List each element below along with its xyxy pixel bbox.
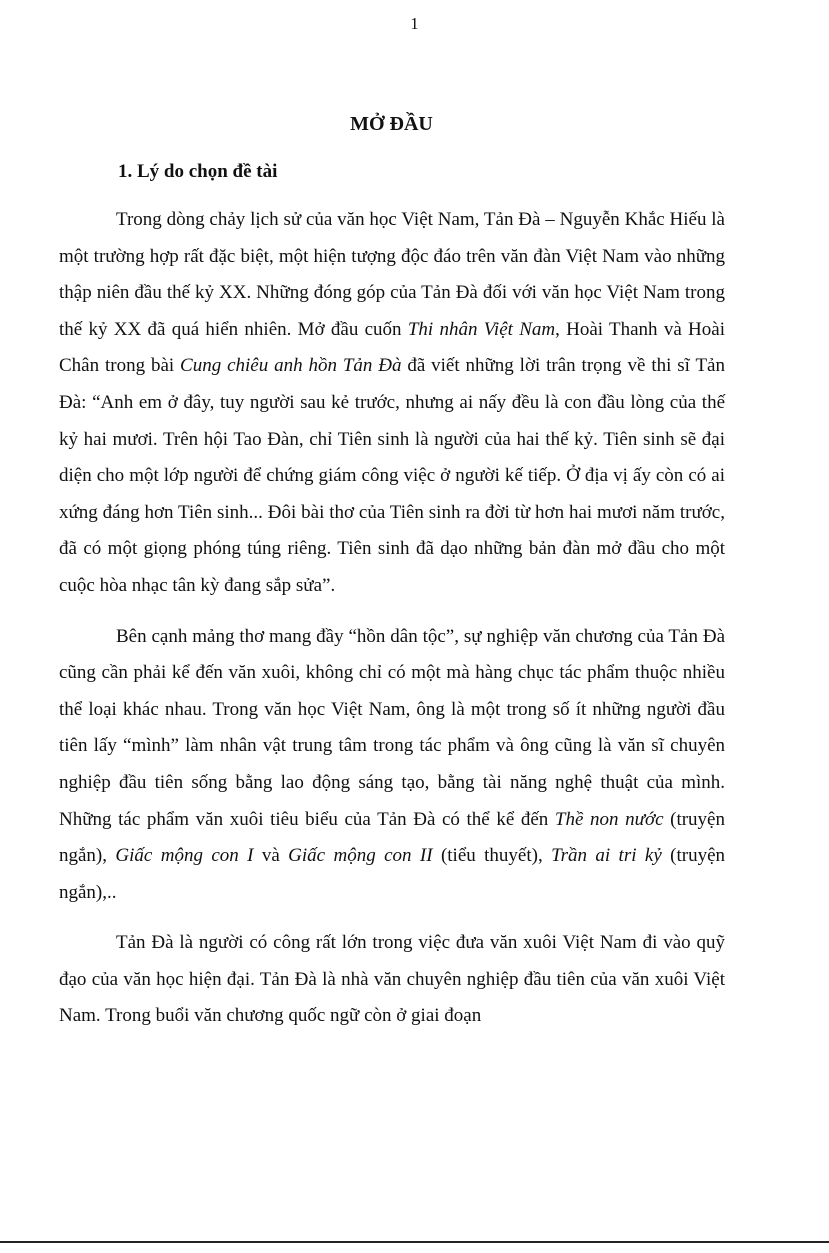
section-heading: 1. Lý do chọn đề tài bbox=[118, 161, 278, 182]
text-run: (truyện ngắn),.. bbox=[59, 845, 725, 903]
text-run: (truyện ngắn), bbox=[59, 808, 725, 867]
page-number: 1 bbox=[410, 14, 419, 33]
italic-title-run: Giấc mộng con I bbox=[115, 845, 254, 867]
paragraph bbox=[59, 925, 725, 1035]
text-run: Bên cạnh mảng thơ mang đầy “hồn dân tộc”, sự nghiệp văn chương của Tản Đà cũng cần phải kể đến văn xuôi, không chỉ có một mà hàng chục tác phẩm thuộc nhiều thể loại khác nhau. Trong văn học Việt Nam, ông là một trong số ít những người đầu tiên lấy “mình” làm nhân vật trung tâm trong tác phẩm và ông cũng là văn sĩ chuyên nghiệp đầu tiên sống bằng lao động sáng tạo, bằng tài năng nghệ thuật của mình. Những tác phẩm văn xuôi tiêu biểu của Tản Đà có thể kể đến bbox=[59, 625, 725, 830]
italic-title-run: Trần ai tri kỷ bbox=[551, 845, 662, 867]
italic-title-run: Thi nhân Việt Nam bbox=[407, 318, 556, 340]
text-run: (tiểu thuyết), bbox=[432, 845, 552, 867]
text-run: Trong dòng chảy lịch sử của văn học Việt Nam, Tản Đà – Nguyễn Khắc Hiếu là một trường hợp rất đặc biệt, một hiện tượng độc đáo trên văn đàn Việt Nam vào những thập niên đầu thế kỷ XX. Những đóng góp của Tản Đà đối với văn học Việt Nam trong thế kỷ XX đã quá hiển nhiên. Mở đầu cuốn bbox=[59, 209, 725, 340]
italic-title-run: Thề non nước bbox=[554, 808, 664, 830]
italic-title-run: Giấc mộng con II bbox=[288, 845, 433, 867]
text-run: và bbox=[253, 845, 289, 867]
chapter-title: MỞ ĐẦU bbox=[350, 113, 433, 135]
paragraph bbox=[59, 619, 725, 912]
body-text bbox=[59, 202, 725, 1049]
text-run: Tản Đà là người có công rất lớn trong việc đưa văn xuôi Việt Nam đi vào quỹ đạo của văn học hiện đại. Tản Đà là nhà văn chuyên nghiệp đầu tiên của văn xuôi Việt Nam. Trong buổi văn chương quốc ngữ còn ở giai đoạn bbox=[59, 932, 725, 1027]
text-run: , Hoài Thanh và Hoài Chân trong bài bbox=[59, 318, 725, 377]
italic-title-run: Cung chiêu anh hồn Tản Đà bbox=[180, 355, 402, 377]
paragraph bbox=[59, 202, 725, 605]
text-run: đã viết những lời trân trọng về thi sĩ Tản Đà: “Anh em ở đây, tuy người sau kẻ trước, nhưng ai nấy đều là con đầu lòng của thế kỷ hai mươi. Trên hội Tao Đàn, chỉ Tiên sinh là người của hai thế kỷ. Tiên sinh sẽ đại diện cho một lớp người để chứng giám công việc ở người kế tiếp. Ở địa vị ấy còn có ai xứng đáng hơn Tiên sinh... Đôi bài thơ của Tiên sinh ra đời từ hơn hai mươi năm trước, đã có một giọng phóng túng riêng. Tiên sinh đã dạo những bản đàn mở đầu cho một cuộc hòa nhạc tân kỳ đang sắp sửa”. bbox=[59, 355, 725, 596]
page-bottom-rule bbox=[0, 1241, 829, 1243]
